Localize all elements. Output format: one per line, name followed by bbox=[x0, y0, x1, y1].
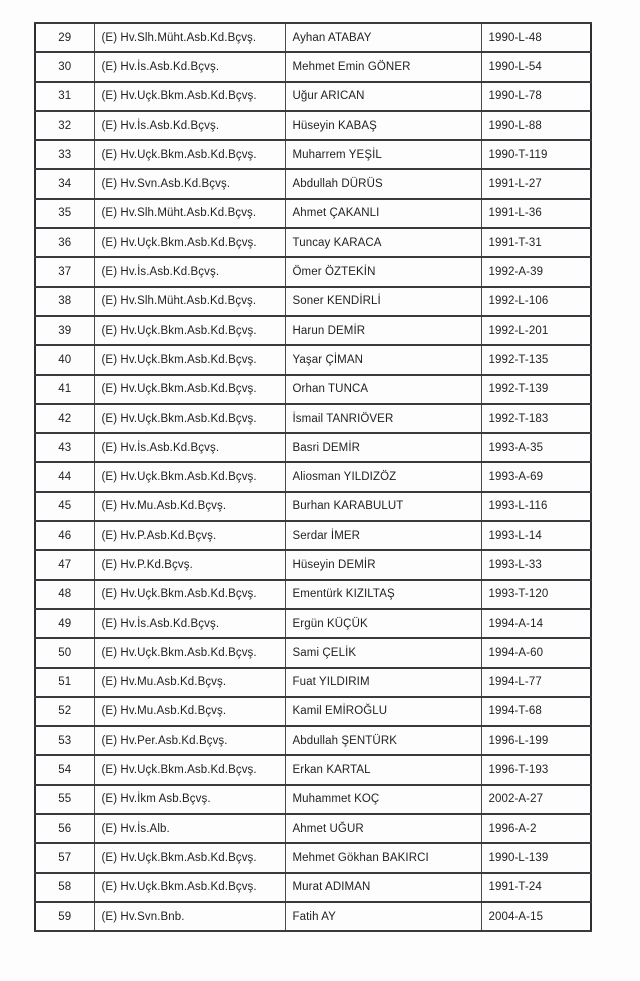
rank-cell: (E) Hv.Mu.Asb.Kd.Bçvş. bbox=[94, 668, 285, 697]
row-number-cell: 58 bbox=[35, 873, 94, 902]
row-number-cell: 33 bbox=[35, 140, 94, 169]
rank-cell: (E) Hv.Slh.Müht.Asb.Kd.Bçvş. bbox=[94, 287, 285, 316]
table-row bbox=[35, 873, 591, 902]
full-name-cell: Ömer ÖZTEKİN bbox=[285, 257, 481, 286]
row-number-cell: 48 bbox=[35, 580, 94, 609]
rank-cell: (E) Hv.İs.Asb.Kd.Bçvş. bbox=[94, 52, 285, 81]
row-number-cell: 31 bbox=[35, 82, 94, 111]
row-number-cell: 47 bbox=[35, 550, 94, 579]
full-name-cell: Murat ADIMAN bbox=[285, 873, 481, 902]
row-number-cell: 57 bbox=[35, 843, 94, 872]
table-row bbox=[35, 492, 591, 521]
row-number-cell: 35 bbox=[35, 199, 94, 228]
full-name-cell: Ergün KÜÇÜK bbox=[285, 609, 481, 638]
registry-code-cell: 1992-T-183 bbox=[481, 404, 591, 433]
row-number-cell: 50 bbox=[35, 638, 94, 667]
personnel-roster-table bbox=[34, 22, 592, 932]
row-number-cell: 46 bbox=[35, 521, 94, 550]
registry-code-cell: 1990-L-48 bbox=[481, 23, 591, 52]
full-name-cell: Fatih AY bbox=[285, 902, 481, 931]
rank-cell: (E) Hv.İs.Asb.Kd.Bçvş. bbox=[94, 257, 285, 286]
full-name-cell: Mehmet Gökhan BAKIRCI bbox=[285, 843, 481, 872]
full-name-cell: Ayhan ATABAY bbox=[285, 23, 481, 52]
full-name-cell: Ahmet UĞUR bbox=[285, 814, 481, 843]
full-name-cell: Ahmet ÇAKANLI bbox=[285, 199, 481, 228]
table-row bbox=[35, 404, 591, 433]
row-number-cell: 41 bbox=[35, 375, 94, 404]
full-name-cell: Muhammet KOÇ bbox=[285, 785, 481, 814]
rank-cell: (E) Hv.Uçk.Bkm.Asb.Kd.Bçvş. bbox=[94, 228, 285, 257]
row-number-cell: 32 bbox=[35, 111, 94, 140]
full-name-cell: Hüseyin DEMİR bbox=[285, 550, 481, 579]
registry-code-cell: 1996-T-193 bbox=[481, 755, 591, 784]
rank-cell: (E) Hv.Mu.Asb.Kd.Bçvş. bbox=[94, 492, 285, 521]
row-number-cell: 30 bbox=[35, 52, 94, 81]
registry-code-cell: 1993-L-33 bbox=[481, 550, 591, 579]
registry-code-cell: 1991-L-36 bbox=[481, 199, 591, 228]
registry-code-cell: 1996-A-2 bbox=[481, 814, 591, 843]
row-number-cell: 53 bbox=[35, 726, 94, 755]
registry-code-cell: 1991-T-31 bbox=[481, 228, 591, 257]
full-name-cell: Uğur ARICAN bbox=[285, 82, 481, 111]
registry-code-cell: 1994-L-77 bbox=[481, 668, 591, 697]
rank-cell: (E) Hv.Per.Asb.Kd.Bçvş. bbox=[94, 726, 285, 755]
registry-code-cell: 1991-T-24 bbox=[481, 873, 591, 902]
row-number-cell: 40 bbox=[35, 345, 94, 374]
registry-code-cell: 1996-L-199 bbox=[481, 726, 591, 755]
full-name-cell: Abdullah DÜRÜS bbox=[285, 169, 481, 198]
rank-cell: (E) Hv.İs.Alb. bbox=[94, 814, 285, 843]
registry-code-cell: 1991-L-27 bbox=[481, 169, 591, 198]
row-number-cell: 45 bbox=[35, 492, 94, 521]
full-name-cell: Serdar İMER bbox=[285, 521, 481, 550]
table-row bbox=[35, 140, 591, 169]
full-name-cell: Sami ÇELİK bbox=[285, 638, 481, 667]
rank-cell: (E) Hv.İkm Asb.Bçvş. bbox=[94, 785, 285, 814]
table-row bbox=[35, 755, 591, 784]
registry-code-cell: 1994-A-60 bbox=[481, 638, 591, 667]
table-row bbox=[35, 521, 591, 550]
registry-code-cell: 1992-L-201 bbox=[481, 316, 591, 345]
registry-code-cell: 2002-A-27 bbox=[481, 785, 591, 814]
row-number-cell: 54 bbox=[35, 755, 94, 784]
table-row bbox=[35, 111, 591, 140]
table-row bbox=[35, 697, 591, 726]
table-row bbox=[35, 609, 591, 638]
rank-cell: (E) Hv.Uçk.Bkm.Asb.Kd.Bçvş. bbox=[94, 462, 285, 491]
rank-cell: (E) Hv.P.Kd.Bçvş. bbox=[94, 550, 285, 579]
table-row bbox=[35, 345, 591, 374]
full-name-cell: Soner KENDİRLİ bbox=[285, 287, 481, 316]
registry-code-cell: 1993-L-14 bbox=[481, 521, 591, 550]
table-row bbox=[35, 462, 591, 491]
row-number-cell: 51 bbox=[35, 668, 94, 697]
table-row bbox=[35, 316, 591, 345]
full-name-cell: Burhan KARABULUT bbox=[285, 492, 481, 521]
table-row bbox=[35, 82, 591, 111]
rank-cell: (E) Hv.Uçk.Bkm.Asb.Kd.Bçvş. bbox=[94, 316, 285, 345]
full-name-cell: Tuncay KARACA bbox=[285, 228, 481, 257]
rank-cell: (E) Hv.İs.Asb.Kd.Bçvş. bbox=[94, 111, 285, 140]
registry-code-cell: 1990-L-78 bbox=[481, 82, 591, 111]
row-number-cell: 37 bbox=[35, 257, 94, 286]
full-name-cell: Muharrem YEŞİL bbox=[285, 140, 481, 169]
full-name-cell: Basri DEMİR bbox=[285, 433, 481, 462]
table-row bbox=[35, 287, 591, 316]
table-row bbox=[35, 668, 591, 697]
table-row bbox=[35, 433, 591, 462]
full-name-cell: Orhan TUNCA bbox=[285, 375, 481, 404]
rank-cell: (E) Hv.İs.Asb.Kd.Bçvş. bbox=[94, 609, 285, 638]
full-name-cell: Abdullah ŞENTÜRK bbox=[285, 726, 481, 755]
table-row bbox=[35, 550, 591, 579]
rank-cell: (E) Hv.Uçk.Bkm.Asb.Kd.Bçvş. bbox=[94, 375, 285, 404]
row-number-cell: 34 bbox=[35, 169, 94, 198]
table-row bbox=[35, 814, 591, 843]
table-row bbox=[35, 23, 591, 52]
rank-cell: (E) Hv.Uçk.Bkm.Asb.Kd.Bçvş. bbox=[94, 82, 285, 111]
full-name-cell: Harun DEMİR bbox=[285, 316, 481, 345]
row-number-cell: 55 bbox=[35, 785, 94, 814]
row-number-cell: 56 bbox=[35, 814, 94, 843]
full-name-cell: İsmail TANRIÖVER bbox=[285, 404, 481, 433]
rank-cell: (E) Hv.Mu.Asb.Kd.Bçvş. bbox=[94, 697, 285, 726]
rank-cell: (E) Hv.Uçk.Bkm.Asb.Kd.Bçvş. bbox=[94, 345, 285, 374]
full-name-cell: Ementürk KIZILTAŞ bbox=[285, 580, 481, 609]
registry-code-cell: 1993-A-35 bbox=[481, 433, 591, 462]
row-number-cell: 43 bbox=[35, 433, 94, 462]
table-row bbox=[35, 199, 591, 228]
full-name-cell: Aliosman YILDIZÖZ bbox=[285, 462, 481, 491]
rank-cell: (E) Hv.İs.Asb.Kd.Bçvş. bbox=[94, 433, 285, 462]
registry-code-cell: 1993-A-69 bbox=[481, 462, 591, 491]
table-row bbox=[35, 375, 591, 404]
rank-cell: (E) Hv.Uçk.Bkm.Asb.Kd.Bçvş. bbox=[94, 873, 285, 902]
row-number-cell: 38 bbox=[35, 287, 94, 316]
table-row bbox=[35, 638, 591, 667]
registry-code-cell: 1990-L-88 bbox=[481, 111, 591, 140]
table-row bbox=[35, 580, 591, 609]
table-row bbox=[35, 52, 591, 81]
registry-code-cell: 1992-T-135 bbox=[481, 345, 591, 374]
full-name-cell: Erkan KARTAL bbox=[285, 755, 481, 784]
row-number-cell: 39 bbox=[35, 316, 94, 345]
full-name-cell: Fuat YILDIRIM bbox=[285, 668, 481, 697]
rank-cell: (E) Hv.Svn.Bnb. bbox=[94, 902, 285, 931]
full-name-cell: Hüseyin KABAŞ bbox=[285, 111, 481, 140]
rank-cell: (E) Hv.Slh.Müht.Asb.Kd.Bçvş. bbox=[94, 23, 285, 52]
registry-code-cell: 1990-L-139 bbox=[481, 843, 591, 872]
registry-code-cell: 1993-L-116 bbox=[481, 492, 591, 521]
registry-code-cell: 1994-T-68 bbox=[481, 697, 591, 726]
rank-cell: (E) Hv.Uçk.Bkm.Asb.Kd.Bçvş. bbox=[94, 580, 285, 609]
registry-code-cell: 1992-A-39 bbox=[481, 257, 591, 286]
row-number-cell: 29 bbox=[35, 23, 94, 52]
registry-code-cell: 1994-A-14 bbox=[481, 609, 591, 638]
rank-cell: (E) Hv.Uçk.Bkm.Asb.Kd.Bçvş. bbox=[94, 755, 285, 784]
table-row bbox=[35, 843, 591, 872]
table-row bbox=[35, 257, 591, 286]
registry-code-cell: 2004-A-15 bbox=[481, 902, 591, 931]
table-row bbox=[35, 785, 591, 814]
table-row bbox=[35, 169, 591, 198]
rank-cell: (E) Hv.P.Asb.Kd.Bçvş. bbox=[94, 521, 285, 550]
registry-code-cell: 1990-L-54 bbox=[481, 52, 591, 81]
rank-cell: (E) Hv.Svn.Asb.Kd.Bçvş. bbox=[94, 169, 285, 198]
rank-cell: (E) Hv.Uçk.Bkm.Asb.Kd.Bçvş. bbox=[94, 404, 285, 433]
roster-table-body bbox=[35, 23, 591, 931]
rank-cell: (E) Hv.Uçk.Bkm.Asb.Kd.Bçvş. bbox=[94, 638, 285, 667]
row-number-cell: 49 bbox=[35, 609, 94, 638]
row-number-cell: 52 bbox=[35, 697, 94, 726]
rank-cell: (E) Hv.Slh.Müht.Asb.Kd.Bçvş. bbox=[94, 199, 285, 228]
row-number-cell: 42 bbox=[35, 404, 94, 433]
row-number-cell: 36 bbox=[35, 228, 94, 257]
registry-code-cell: 1992-T-139 bbox=[481, 375, 591, 404]
registry-code-cell: 1992-L-106 bbox=[481, 287, 591, 316]
full-name-cell: Kamil EMİROĞLU bbox=[285, 697, 481, 726]
table-row bbox=[35, 228, 591, 257]
rank-cell: (E) Hv.Uçk.Bkm.Asb.Kd.Bçvş. bbox=[94, 843, 285, 872]
registry-code-cell: 1990-T-119 bbox=[481, 140, 591, 169]
table-row bbox=[35, 726, 591, 755]
table-row bbox=[35, 902, 591, 931]
rank-cell: (E) Hv.Uçk.Bkm.Asb.Kd.Bçvş. bbox=[94, 140, 285, 169]
row-number-cell: 59 bbox=[35, 902, 94, 931]
full-name-cell: Yaşar ÇİMAN bbox=[285, 345, 481, 374]
row-number-cell: 44 bbox=[35, 462, 94, 491]
full-name-cell: Mehmet Emin GÖNER bbox=[285, 52, 481, 81]
registry-code-cell: 1993-T-120 bbox=[481, 580, 591, 609]
